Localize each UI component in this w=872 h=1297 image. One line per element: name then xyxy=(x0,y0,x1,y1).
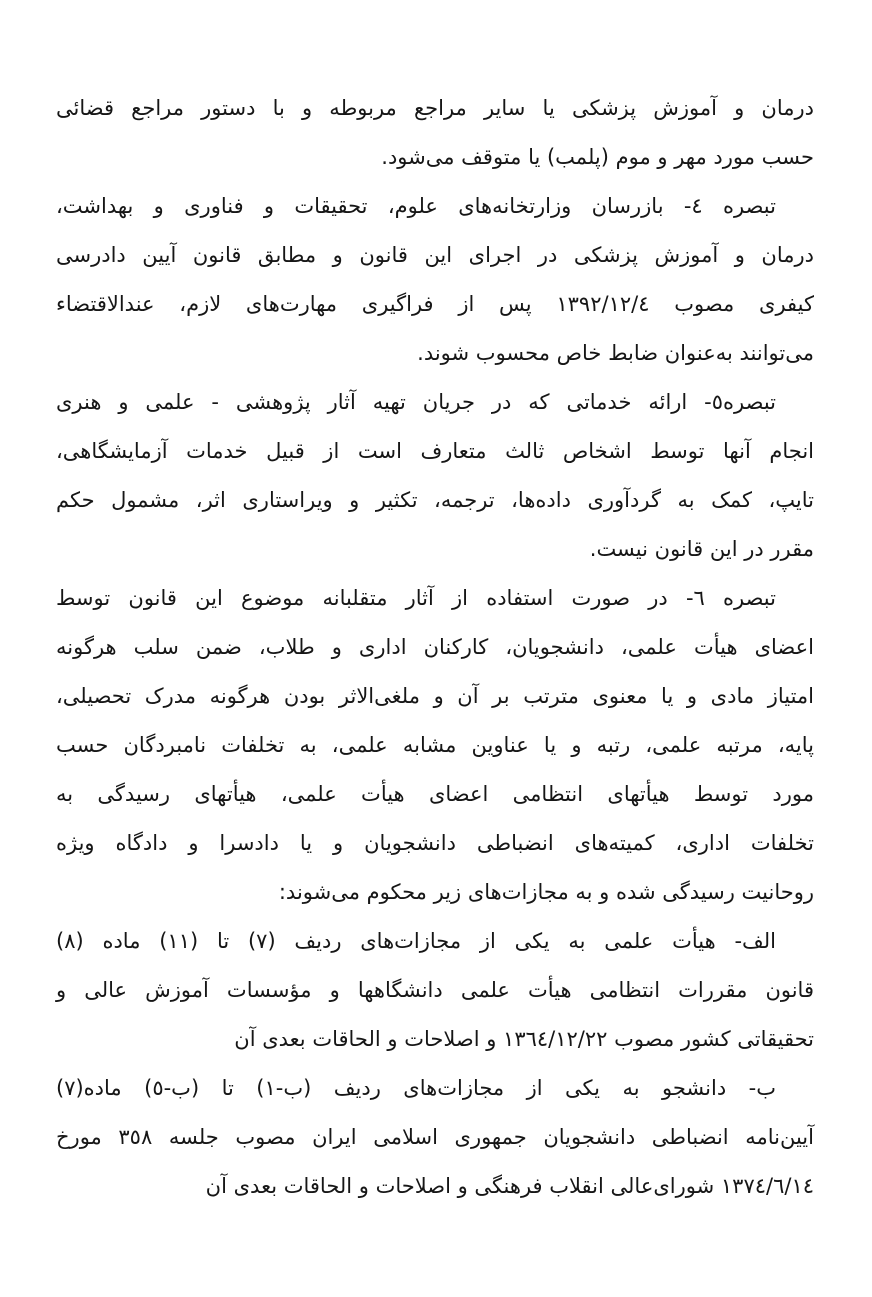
text-line: انجام آنها توسط اشخاص ثالث متعارف است از قبیل خدمات آزمایشگاهی، xyxy=(56,439,814,463)
text-line: تبصره٥- ارائه خدماتی که در جریان تهیه آثار پژوهشی - علمی و هنری xyxy=(56,390,776,414)
text-line: درمان و آموزش پزشکی در اجرای این قانون و مطابق قانون آیین دادرسی xyxy=(56,243,814,267)
text-line: تخلفات اداری، کمیته‌های انضباطی دانشجویان و یا دادسرا و دادگاه ویژه xyxy=(56,831,814,855)
text-line: پایه، مرتبه علمی، رتبه و یا عناوین مشابه علمی، به تخلفات نامبردگان حسب xyxy=(56,733,814,757)
text-line: اعضای هیأت علمی، دانشجویان، کارکنان اداری و طلاب، ضمن سلب هرگونه xyxy=(56,635,814,659)
text-line: حسب مورد مهر و موم (پلمب) یا متوقف می‌شود. xyxy=(381,145,814,169)
document-body xyxy=(56,84,814,1211)
text-line: تایپ، کمک به گردآوری داده‌ها، ترجمه، تکثیر و ویراستاری اثر، مشمول حکم xyxy=(56,488,814,512)
text-line: امتیاز مادی و یا معنوی مترتب بر آن و ملغی‌الاثر بودن هرگونه مدرک تحصیلی، xyxy=(56,684,814,708)
text-line: ب- دانشجو به یکی از مجازات‌های ردیف (ب-١) تا (ب-٥) ماده(٧) xyxy=(56,1076,776,1100)
text-line: درمان و آموزش پزشکی یا سایر مراجع مربوطه و با دستور مراجع قضائی xyxy=(56,96,814,120)
text-line: روحانیت رسیدگی شده و به مجازات‌های زیر محکوم می‌شوند: xyxy=(278,880,814,904)
text-line: کیفری مصوب ١٣٩٢/١٢/٤ پس از فراگیری مهارت‌های لازم، عندالاقتضاء xyxy=(56,292,814,316)
text-line: تبصره ٦- در صورت استفاده از آثار متقلبانه موضوع این قانون توسط xyxy=(56,586,776,610)
text-line: تبصره ٤- بازرسان وزارتخانه‌های علوم، تحقیقات و فناوری و بهداشت، xyxy=(56,194,776,218)
text-line: الف- هیأت علمی به یکی از مجازات‌های ردیف (٧) تا (١١) ماده (٨) xyxy=(56,929,776,953)
text-line: ١٣٧٤/٦/١٤ شورای‌عالی انقلاب فرهنگی و اصلاحات و الحاقات بعدی آن xyxy=(205,1174,814,1198)
text-line: تحقیقاتی کشور مصوب ١٣٦٤/١٢/٢٢ و اصلاحات و الحاقات بعدی آن xyxy=(234,1027,814,1051)
text-line: مقرر در این قانون نیست. xyxy=(589,537,814,561)
text-line: آیین‌نامه انضباطی دانشجویان جمهوری اسلامی ایران مصوب جلسه ٣٥٨ مورخ xyxy=(56,1125,814,1149)
text-line: می‌توانند به‌عنوان ضابط خاص محسوب شوند. xyxy=(417,341,814,365)
text-line: قانون مقررات انتظامی هیأت علمی دانشگاهها و مؤسسات آموزش عالی و xyxy=(56,978,814,1002)
text-line: مورد توسط هیأتهای انتظامی اعضای هیأت علمی، هیأتهای رسیدگی به xyxy=(56,782,814,806)
